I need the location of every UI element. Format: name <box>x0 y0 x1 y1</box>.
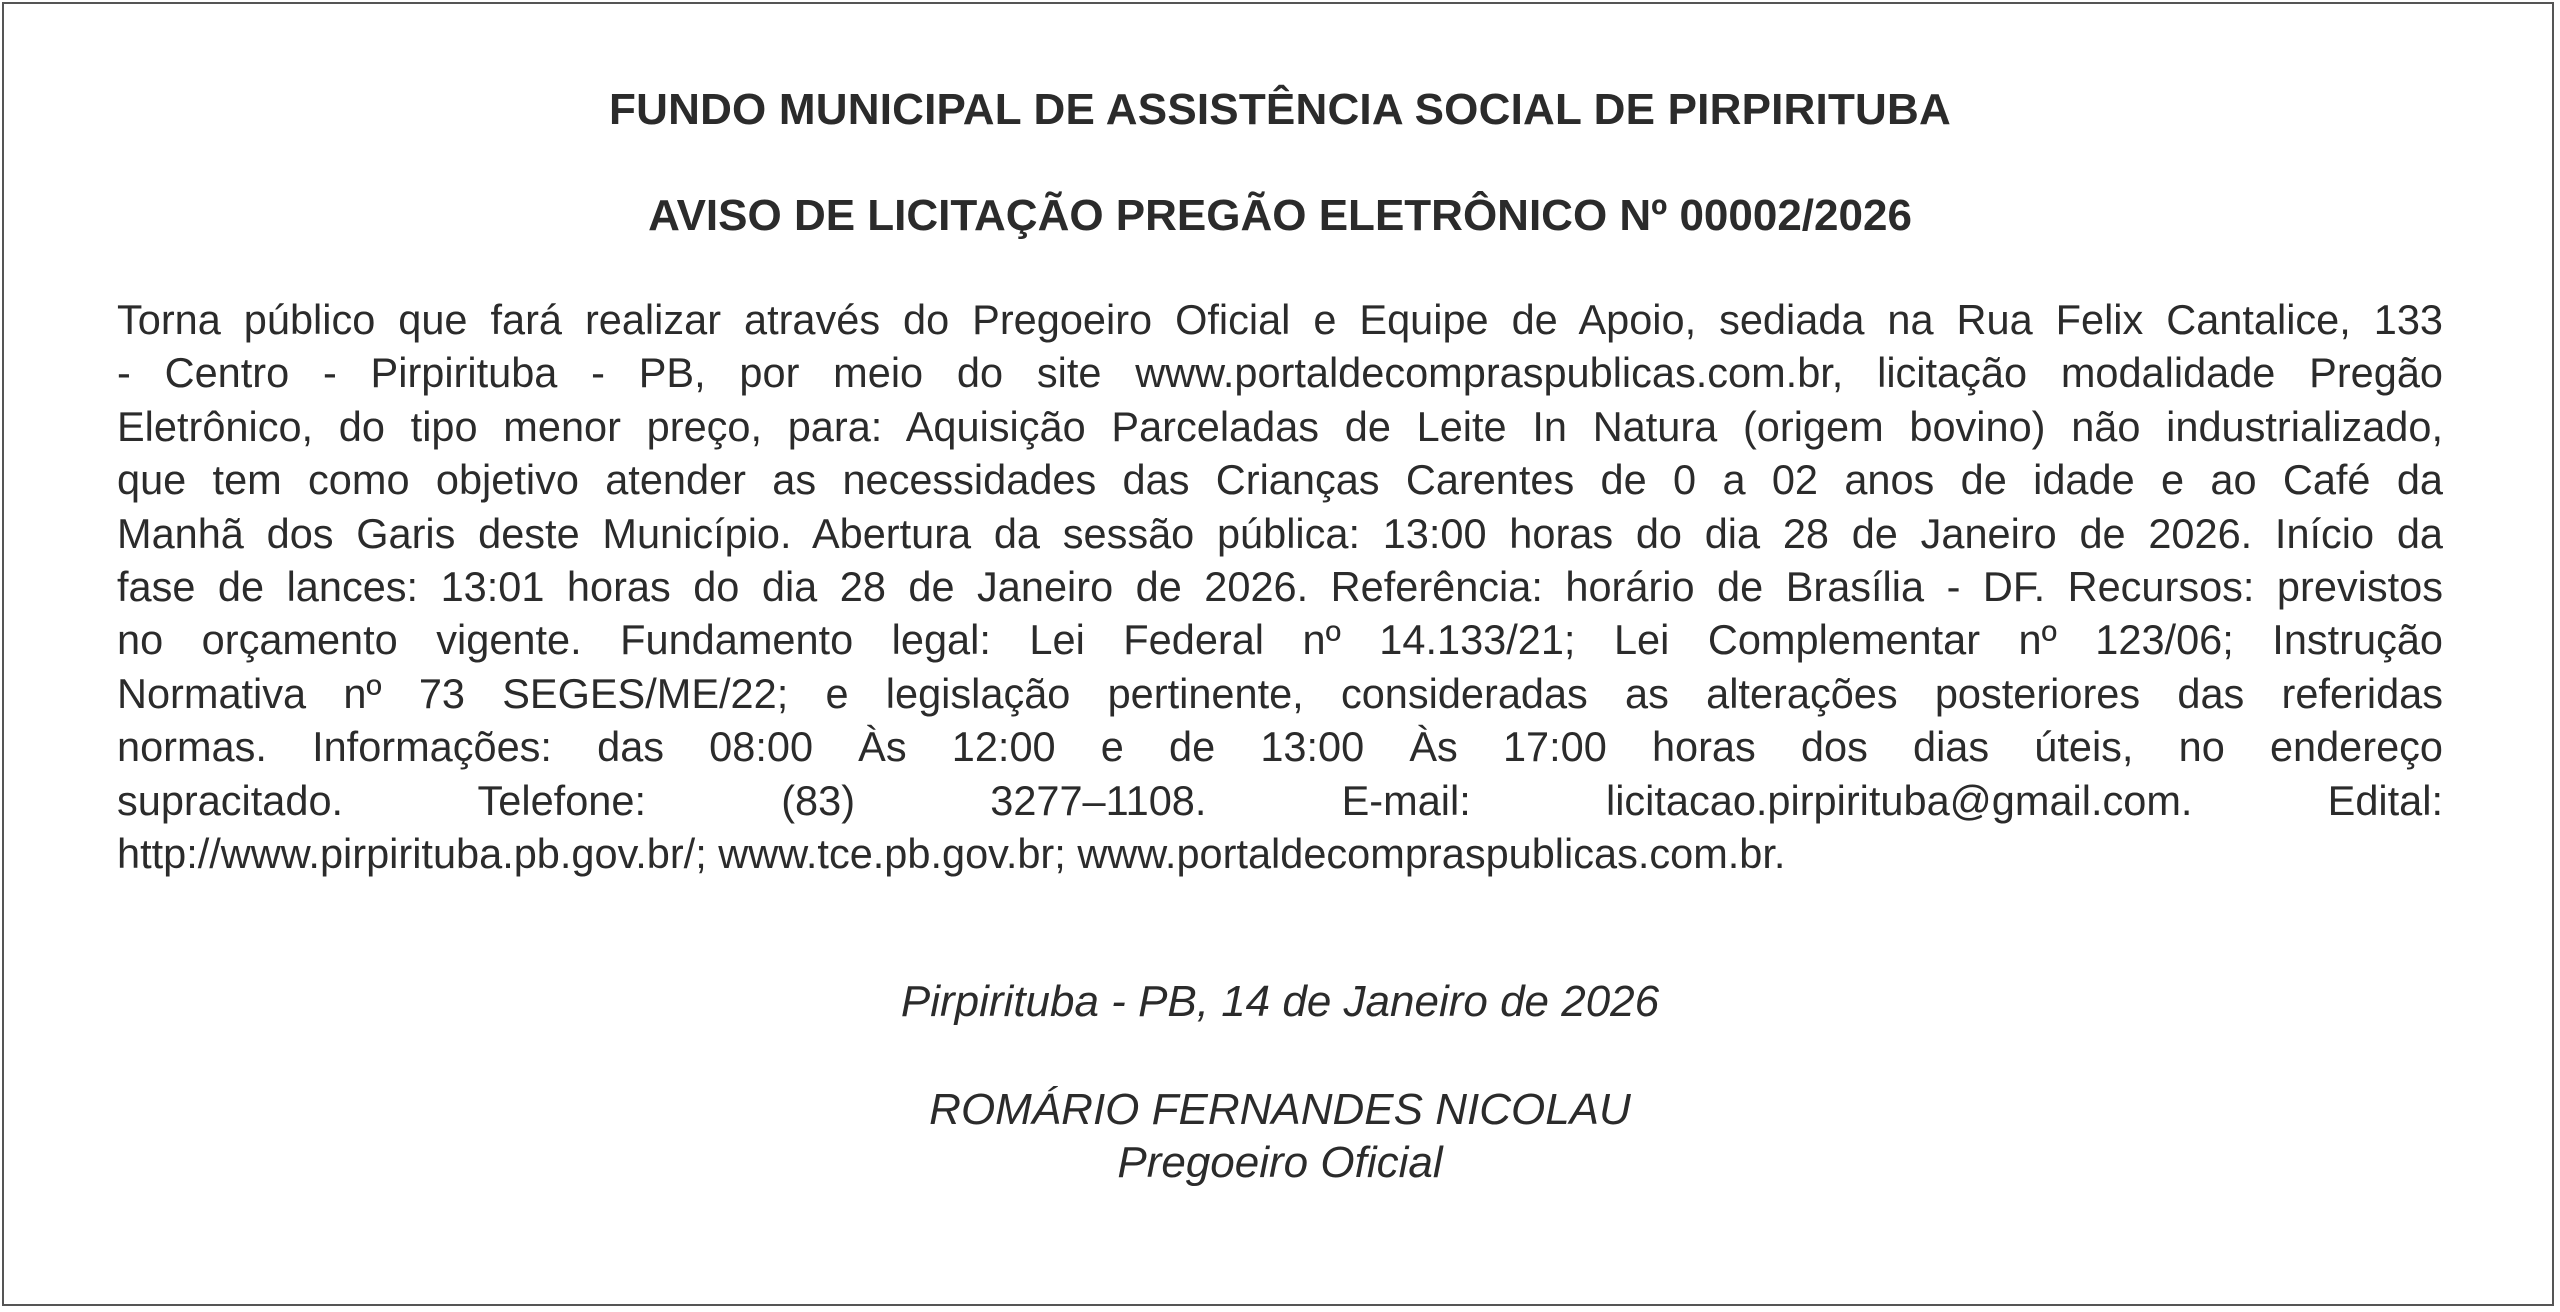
body-line: Eletrônico, do tipo menor preço, para: Aquisição Parceladas de Leite In Natura (origem bovino) não industrializado, <box>117 402 2443 450</box>
body-line: - Centro - Pirpirituba - PB, por meio do site www.portaldecompraspublicas.com.br, licitação modalidade Pregão <box>117 349 2443 397</box>
body-line: http://www.pirpirituba.pb.gov.br/; www.tce.pb.gov.br; www.portaldecompraspublicas.com.br. <box>117 830 1786 878</box>
place-date: Pirpirituba - PB, 14 de Janeiro de 2026 <box>900 977 1660 1026</box>
notice-title: AVISO DE LICITAÇÃO PREGÃO ELETRÔNICO Nº 00002/2026 <box>648 191 1912 240</box>
signatory-name: ROMÁRIO FERNANDES NICOLAU <box>929 1085 1631 1134</box>
body-line: Manhã dos Garis deste Município. Abertura da sessão pública: 13:00 horas do dia 28 de Janeiro de 2026. Início da <box>117 509 2443 557</box>
signatory-role: Pregoeiro Oficial <box>1117 1138 1443 1187</box>
body-line: que tem como objetivo atender as necessidades das Crianças Carentes de 0 a 02 anos de idade e ao Café da <box>117 456 2443 504</box>
body-line: Normativa nº 73 SEGES/ME/22; e legislação pertinente, consideradas as alterações posteriores das referidas <box>117 669 2443 717</box>
body-line: supracitado. Telefone: (83) 3277–1108. E-mail: licitacao.pirpirituba@gmail.com. Edital: <box>117 776 2443 824</box>
organization-title: FUNDO MUNICIPAL DE ASSISTÊNCIA SOCIAL DE PIRPIRITUBA <box>609 85 1951 134</box>
body-line: Torna público que fará realizar através do Pregoeiro Oficial e Equipe de Apoio, sediada na Rua Felix Cantalice, 133 <box>117 296 2443 343</box>
body-line: normas. Informações: das 08:00 Às 12:00 e de 13:00 Às 17:00 horas dos dias úteis, no endereço <box>117 723 2443 771</box>
notice-body <box>117 293 2443 880</box>
body-line: fase de lances: 13:01 horas do dia 28 de Janeiro de 2026. Referência: horário de Brasília - DF. Recursos: previstos <box>117 563 2443 611</box>
body-line: no orçamento vigente. Fundamento legal: Lei Federal nº 14.133/21; Lei Complementar nº 123/06; Instrução <box>117 616 2443 664</box>
